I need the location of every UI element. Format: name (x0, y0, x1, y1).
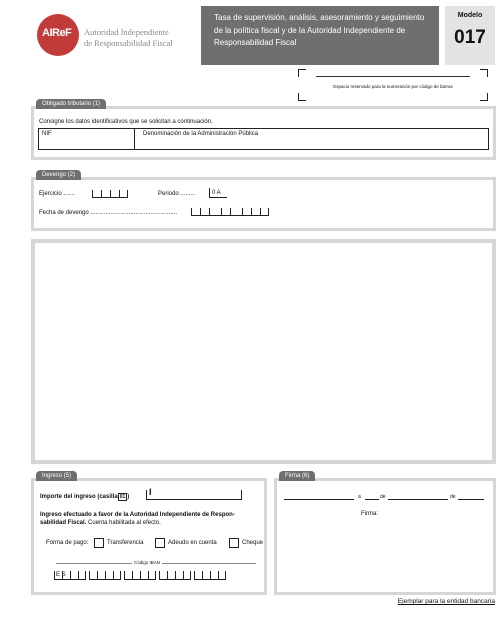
section-tab-devengo: Devengo (2) (36, 170, 81, 180)
blank-reserved-area (31, 239, 496, 464)
firma-day-line[interactable] (365, 499, 379, 500)
logo-text: AIReF (42, 27, 72, 39)
denominacion-field[interactable]: Denominación de la Administración Pública (143, 131, 259, 137)
logo-subtitle-1: Autoridad Independiente (84, 27, 169, 37)
nif-table (38, 128, 489, 150)
firma-year-line[interactable] (458, 499, 484, 500)
section-tab-firma: Firma (6) (279, 471, 315, 481)
ingreso-desc-1: Ingreso efectuado a favor de la Autoridad Independiente de Respon- (40, 512, 235, 518)
modelo-number: 017 (454, 27, 486, 48)
firma-de-1: de (380, 494, 386, 500)
casilla-number: 01 (119, 494, 126, 500)
fecha-devengo-input[interactable] (191, 208, 269, 216)
firma-month-line[interactable] (388, 499, 448, 500)
cheque-checkbox[interactable] (229, 538, 239, 548)
importe-label: Importe del ingreso (casilla 01 ) (40, 494, 130, 500)
importe-input[interactable] (146, 490, 242, 500)
section-ingreso (31, 473, 267, 595)
modelo-box (445, 6, 495, 65)
iban-label: Código IBAN (134, 560, 161, 565)
obligado-instruction: Consigne los datos identificativos que se solicitan a continuación. (39, 119, 213, 125)
ejercicio-input[interactable] (92, 190, 128, 198)
firma-a: a (358, 494, 361, 500)
ejercicio-label: Ejercicio ....... (39, 191, 76, 197)
footer-note: Ejemplar para la entidad bancaria (397, 598, 495, 605)
firma-label: Firma: (361, 511, 378, 517)
barcode-area (298, 69, 488, 101)
periodo-label: Periodo ......... (158, 191, 196, 197)
fecha-devengo-label: Fecha de devengo .................................................... (39, 210, 178, 216)
nif-field[interactable]: NIF (42, 131, 52, 137)
adeudo-checkbox[interactable] (155, 538, 165, 548)
section-obligado-tributario (31, 101, 496, 160)
transferencia-label: Transferencia (107, 540, 144, 546)
section-devengo (31, 172, 496, 231)
section-firma (274, 473, 496, 595)
logo-subtitle-2: de Responsabilidad Fiscal (84, 38, 173, 48)
importe-mark: I (149, 487, 152, 497)
periodo-input[interactable]: 0 A (209, 188, 227, 198)
section-tab-obligado: Obligado tributario (1) (36, 99, 106, 109)
section-tab-ingreso: Ingreso (5) (36, 471, 77, 481)
cheque-label: Cheque (242, 540, 264, 546)
aiRef-logo (37, 14, 197, 56)
barcode-note: Espacio reservado para la numeración por código de barras (333, 84, 453, 89)
modelo-label: Modelo (457, 12, 483, 19)
transferencia-checkbox[interactable] (94, 538, 104, 548)
ingreso-desc-2: sabilidad Fiscal. Cuenta habilitada al efecto. (40, 520, 161, 526)
form-title: Tasa de supervisión, análisis, asesoramiento y seguimiento de la política fiscal y de la Autoridad Independiente de Responsabilidad Fiscal (201, 6, 439, 65)
iban-input[interactable] (54, 571, 226, 580)
firma-de-2: de (450, 494, 456, 500)
firma-place-line[interactable] (284, 499, 354, 500)
adeudo-label: Adeudo en cuenta (168, 540, 217, 546)
iban-prefix: E S (56, 572, 66, 578)
forma-pago-label: Forma de pago: (46, 540, 89, 546)
